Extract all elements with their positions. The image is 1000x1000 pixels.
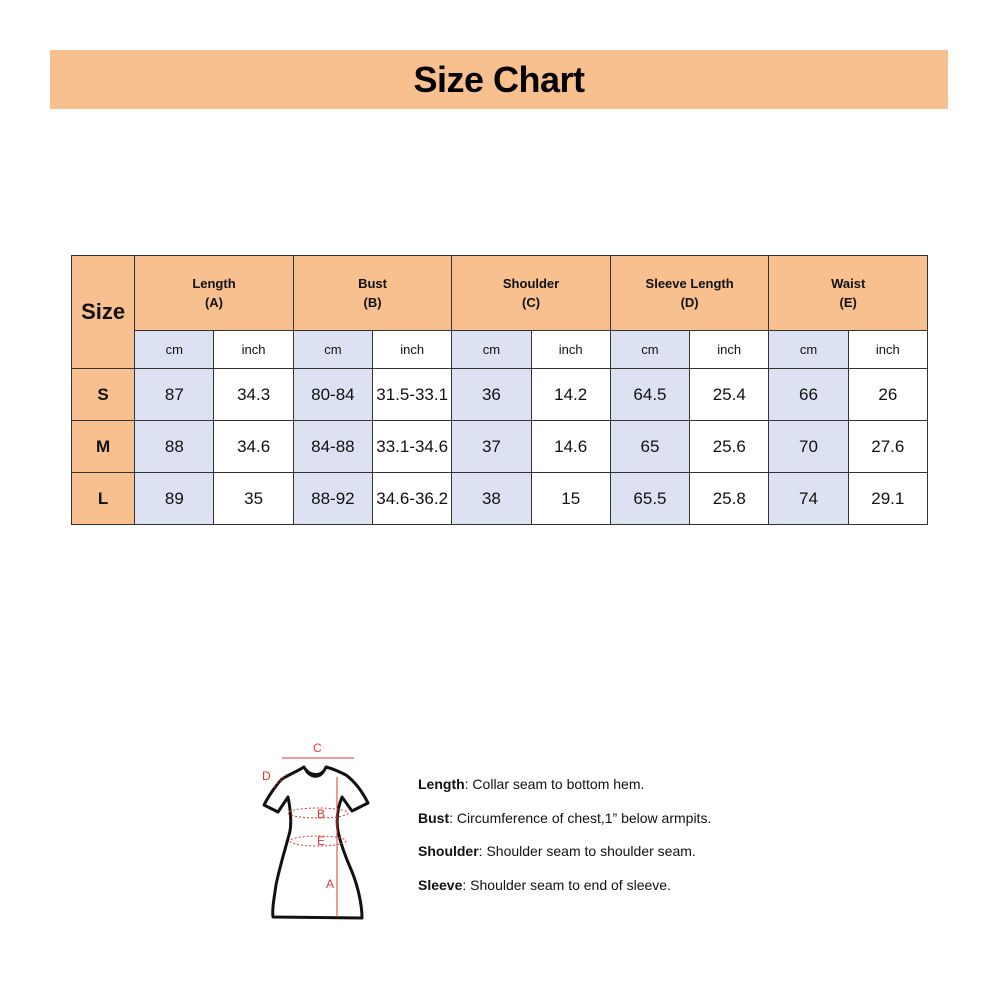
legend-term: Shoulder [418, 843, 479, 859]
waist-header [769, 256, 928, 331]
table-cell: 37 [452, 421, 531, 473]
table-cell: 26 [848, 369, 927, 421]
unit-inch: inch [690, 331, 769, 369]
title-banner [50, 50, 948, 109]
legend-item [418, 770, 711, 804]
label-b: B [317, 807, 326, 821]
header-name: Shoulder [502, 276, 560, 291]
legend-term: Length [418, 776, 465, 792]
header-code: (C) [522, 295, 541, 310]
table-cell: 31.5-33.1 [373, 369, 452, 421]
label-a: A [326, 877, 335, 891]
table-cell: 34.3 [214, 369, 293, 421]
unit-inch: inch [848, 331, 927, 369]
measurement-legend [418, 770, 711, 904]
unit-cm: cm [293, 331, 372, 369]
label-d: D [262, 769, 271, 783]
unit-inch: inch [373, 331, 452, 369]
header-name: Bust [358, 276, 387, 291]
size-label: M [72, 421, 135, 473]
header-code: (E) [839, 295, 857, 310]
legend-term: Bust [418, 809, 450, 826]
table-cell: 38 [452, 473, 531, 525]
table-cell: 88-92 [293, 473, 372, 525]
table-cell: 36 [452, 369, 531, 421]
sleeve-length-header [610, 256, 769, 331]
table-cell: 84-88 [293, 421, 372, 473]
header-name: Length [192, 276, 236, 291]
dress-outline-icon [258, 735, 378, 925]
legend-text: : Shoulder seam to shoulder seam. [478, 843, 696, 859]
header-name: Sleeve Length [645, 276, 734, 291]
table-cell: 70 [769, 421, 848, 473]
size-label: L [72, 473, 135, 525]
size-table [71, 255, 928, 525]
legend-item [418, 871, 711, 905]
page-title: Size Chart [413, 58, 585, 100]
length-header [135, 256, 294, 331]
table-cell: 25.8 [690, 473, 769, 525]
table-cell: 33.1-34.6 [373, 421, 452, 473]
table-cell: 25.4 [690, 369, 769, 421]
table-cell: 65.5 [610, 473, 689, 525]
size-column-header: Size [72, 256, 135, 369]
legend-item [418, 804, 711, 838]
table-cell: 27.6 [848, 421, 927, 473]
header-code: (B) [363, 295, 382, 310]
table-cell: 15 [531, 473, 610, 525]
legend-text: : Circumference of chest,1” below armpits. [449, 809, 712, 826]
table-cell: 88 [135, 421, 214, 473]
table-cell: 66 [769, 369, 848, 421]
table-cell: 25.6 [690, 421, 769, 473]
table-cell: 14.6 [531, 421, 610, 473]
header-code: (A) [204, 295, 223, 310]
bust-header [293, 256, 452, 331]
unit-cm: cm [610, 331, 689, 369]
unit-cm: cm [769, 331, 848, 369]
table-row [72, 421, 928, 473]
table-cell: 34.6 [214, 421, 293, 473]
header-code: (D) [680, 295, 699, 310]
legend-text: : Collar seam to bottom hem. [464, 776, 645, 792]
table-cell: 80-84 [293, 369, 372, 421]
legend-item [418, 837, 711, 871]
legend-term: Sleeve [418, 876, 463, 893]
table-row [72, 369, 928, 421]
table-cell: 74 [769, 473, 848, 525]
unit-cm: cm [135, 331, 214, 369]
size-label: S [72, 369, 135, 421]
table-cell: 29.1 [848, 473, 927, 525]
table-cell: 87 [135, 369, 214, 421]
unit-inch: inch [214, 331, 293, 369]
unit-cm: cm [452, 331, 531, 369]
table-cell: 35 [214, 473, 293, 525]
table-cell: 64.5 [610, 369, 689, 421]
unit-inch: inch [531, 331, 610, 369]
label-c: C [313, 741, 322, 755]
table-row [72, 473, 928, 525]
header-name: Waist [831, 276, 866, 291]
table-cell: 89 [135, 473, 214, 525]
table-cell: 65 [610, 421, 689, 473]
legend-text: : Shoulder seam to end of sleeve. [462, 876, 671, 893]
table-cell: 14.2 [531, 369, 610, 421]
label-e: E [317, 834, 326, 848]
dress-diagram [258, 735, 378, 925]
shoulder-header [452, 256, 611, 331]
table-cell: 34.6-36.2 [373, 473, 452, 525]
